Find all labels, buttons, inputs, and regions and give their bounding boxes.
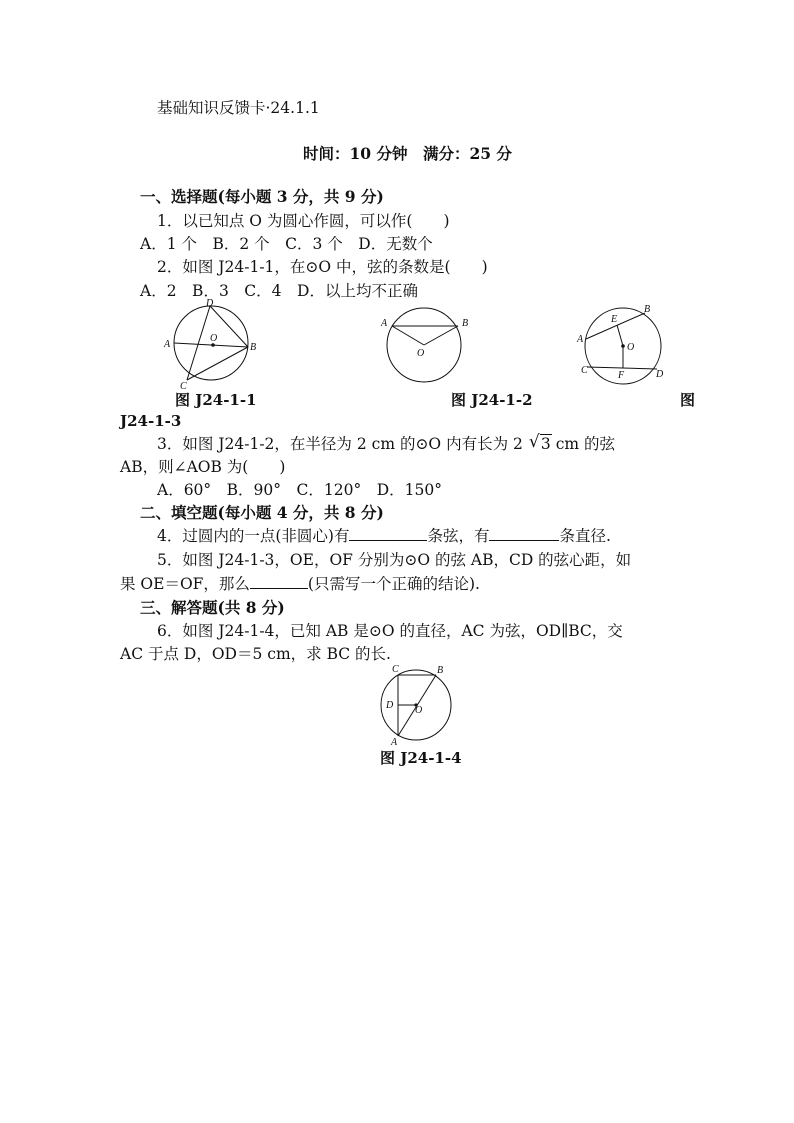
- answer-blank-diameters[interactable]: [489, 526, 559, 541]
- fig1-label-o: O: [210, 333, 218, 344]
- figure-j24-1-2: [375, 306, 485, 392]
- question-3-stem-a: 3．如图 J24-1-2，在半径为 2 cm 的⊙O 内有长为 2: [157, 435, 523, 453]
- question-1-stem: 1．以已知点 O 为圆心作圆，可以作( ): [157, 212, 450, 230]
- section-heading-fill: 二、填空题(每小题 4 分，共 8 分): [140, 503, 384, 522]
- fig4-label-a: A: [391, 737, 398, 746]
- fig2-label-o: O: [417, 348, 425, 359]
- sqrt-symbol: √ 3: [528, 432, 551, 453]
- section-heading-solve: 三、解答题(共 8 分): [140, 598, 285, 617]
- fig3-label-f: F: [618, 370, 625, 381]
- question-4-part-c: 条直径.: [559, 527, 611, 545]
- fig3-label-o: O: [627, 342, 635, 353]
- question-2-stem: 2．如图 J24-1-1，在⊙O 中，弦的条数是( ): [157, 258, 488, 276]
- page-title: 基础知识反馈卡·24.1.1: [157, 99, 320, 117]
- fig1-label-b: B: [250, 342, 257, 353]
- time-score-info: 时间：10 分钟 满分：25 分: [303, 144, 512, 163]
- fig3-label-e: E: [611, 314, 618, 325]
- fig4-label-o: O: [415, 705, 423, 716]
- fig3-label-d: D: [656, 369, 664, 380]
- fig3-label-c: C: [581, 365, 588, 376]
- figure-2-caption: 图 J24-1-2: [451, 391, 533, 409]
- question-5-part-b: (只需写一个正确的结论).: [307, 575, 480, 593]
- fig1-label-c: C: [180, 381, 187, 392]
- figure-j24-1-4: [378, 664, 458, 746]
- question-1-options: A．1 个 B．2 个 C．3 个 D．无数个: [140, 235, 433, 253]
- answer-blank-chords[interactable]: [349, 526, 427, 541]
- question-3-stem-line2: AB，则∠AOB 为( ): [120, 458, 286, 476]
- fig4-label-c: C: [392, 664, 399, 675]
- fig1-label-a: A: [164, 339, 171, 350]
- question-5-part-a: 果 OE＝OF，那么: [120, 575, 250, 593]
- fig2-label-a: A: [381, 318, 388, 329]
- fig1-label-d: D: [206, 298, 214, 309]
- fig4-label-b: B: [437, 665, 444, 676]
- fig2-label-b: B: [462, 318, 469, 329]
- section-heading-choice: 一、选择题(每小题 3 分，共 9 分): [140, 187, 384, 206]
- question-3-stem-b: cm 的弦: [555, 435, 616, 453]
- question-5-line1: 5．如图 J24-1-3，OE，OF 分别为⊙O 的弦 AB，CD 的弦心距，如: [157, 551, 632, 569]
- question-6-line1: 6．如图 J24-1-4，已知 AB 是⊙O 的直径，AC 为弦，OD∥BC，交: [157, 622, 623, 640]
- question-3-stem-line1: [157, 434, 615, 454]
- question-5-line2: [120, 574, 480, 594]
- fig3-label-b: B: [644, 304, 651, 315]
- question-4-part-b: 条弦，有: [427, 527, 490, 545]
- figure-1-caption: 图 J24-1-1: [175, 391, 257, 409]
- figure-4-caption: 图 J24-1-4: [380, 749, 462, 767]
- figure-j24-1-3: [572, 300, 672, 385]
- fig3-label-a: A: [577, 334, 584, 345]
- question-2-options: A．2 B．3 C．4 D．以上均不正确: [140, 282, 418, 300]
- question-4: [157, 526, 611, 546]
- figure-3-caption-part2: J24-1-3: [120, 412, 182, 430]
- sqrt-radicand: 3: [540, 435, 551, 453]
- figure-j24-1-1: [160, 298, 270, 393]
- question-3-options: A．60° B．90° C．120° D．150°: [157, 481, 442, 499]
- answer-blank-conclusion[interactable]: [250, 574, 308, 589]
- question-6-line2: AC 于点 D，OD＝5 cm，求 BC 的长.: [120, 645, 391, 663]
- fig4-label-d: D: [386, 700, 394, 711]
- figure-3-caption-part1: 图: [680, 391, 696, 409]
- question-4-part-a: 4．过圆内的一点(非圆心)有: [157, 527, 350, 545]
